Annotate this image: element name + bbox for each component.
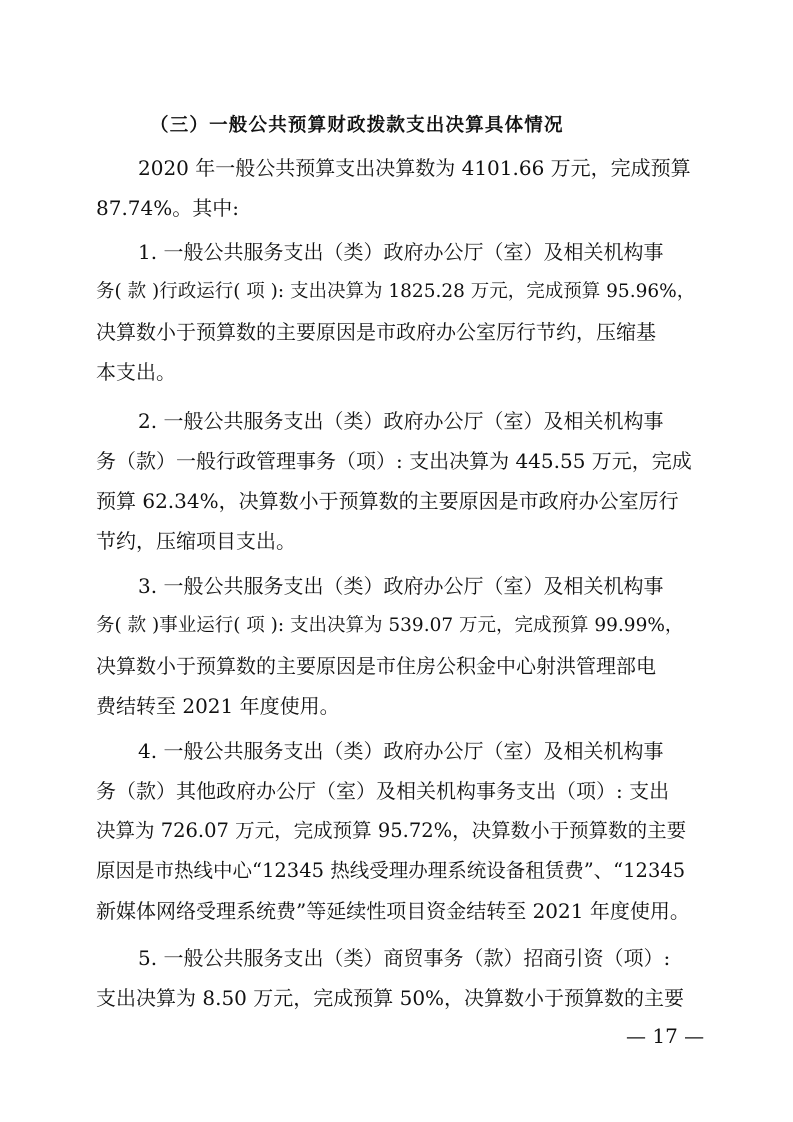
paragraph-line: 节约，压缩项目支出。	[96, 529, 296, 553]
page-number: — 17 —	[626, 1024, 705, 1048]
paragraph-item-4	[96, 731, 696, 931]
paragraph-line: 4. 一般公共服务支出（类）政府办公厅（室）及相关机构事	[138, 739, 664, 763]
paragraph-line: 费结转至 2021 年度使用。	[96, 694, 340, 718]
paragraph-line: 本支出。	[96, 360, 176, 384]
paragraph-summary	[96, 148, 696, 228]
paragraph-line: 决算数小于预算数的主要原因是市政府办公室厉行节约，压缩基	[96, 320, 656, 344]
paragraph-line: 原因是市热线中心“12345 热线受理办理系统设备租赁费”、“12345	[96, 859, 686, 882]
paragraph-line: 5. 一般公共服务支出（类）商贸事务（款）招商引资（项）:	[138, 946, 671, 970]
paragraph-line: 87.74%。其中:	[96, 196, 239, 220]
paragraph-line: 决算数小于预算数的主要原因是市住房公积金中心射洪管理部电	[96, 654, 656, 678]
paragraph-line: 务( 款 )事业运行( 项 ): 支出决算为 539.07 万元，完成预算 99.99%，	[96, 615, 684, 636]
paragraph-line: 支出决算为 8.50 万元，完成预算 50%，决算数小于预算数的主要	[96, 986, 685, 1010]
paragraph-line: 2. 一般公共服务支出（类）政府办公厅（室）及相关机构事	[138, 409, 664, 433]
paragraph-line: 新媒体网络受理系统费”等延续性项目资金结转至 2021 年度使用。	[96, 899, 690, 923]
paragraph-line: 务（款）其他政府办公厅（室）及相关机构事务支出（项）: 支出	[96, 779, 670, 803]
paragraph-line: 务( 款 )行政运行( 项 ): 支出决算为 1825.28 万元，完成预算 95.96%，	[96, 281, 696, 302]
paragraph-item-2	[96, 401, 696, 561]
paragraph-item-3	[96, 566, 696, 726]
paragraph-line: 预算 62.34%，决算数小于预算数的主要原因是市政府办公室厉行	[96, 489, 679, 513]
paragraph-line: 务（款）一般行政管理事务（项）: 支出决算为 445.55 万元，完成	[96, 449, 692, 473]
paragraph-item-5	[96, 938, 696, 1018]
section-heading: （三）一般公共预算财政拨款支出决算具体情况	[150, 115, 564, 136]
paragraph-line: 2020 年一般公共预算支出决算数为 4101.66 万元，完成预算	[138, 156, 691, 180]
paragraph-line: 1. 一般公共服务支出（类）政府办公厅（室）及相关机构事	[138, 240, 664, 264]
paragraph-line: 3. 一般公共服务支出（类）政府办公厅（室）及相关机构事	[138, 574, 664, 598]
paragraph-item-1	[96, 232, 696, 392]
paragraph-line: 决算为 726.07 万元，完成预算 95.72%，决算数小于预算数的主要	[96, 819, 687, 842]
